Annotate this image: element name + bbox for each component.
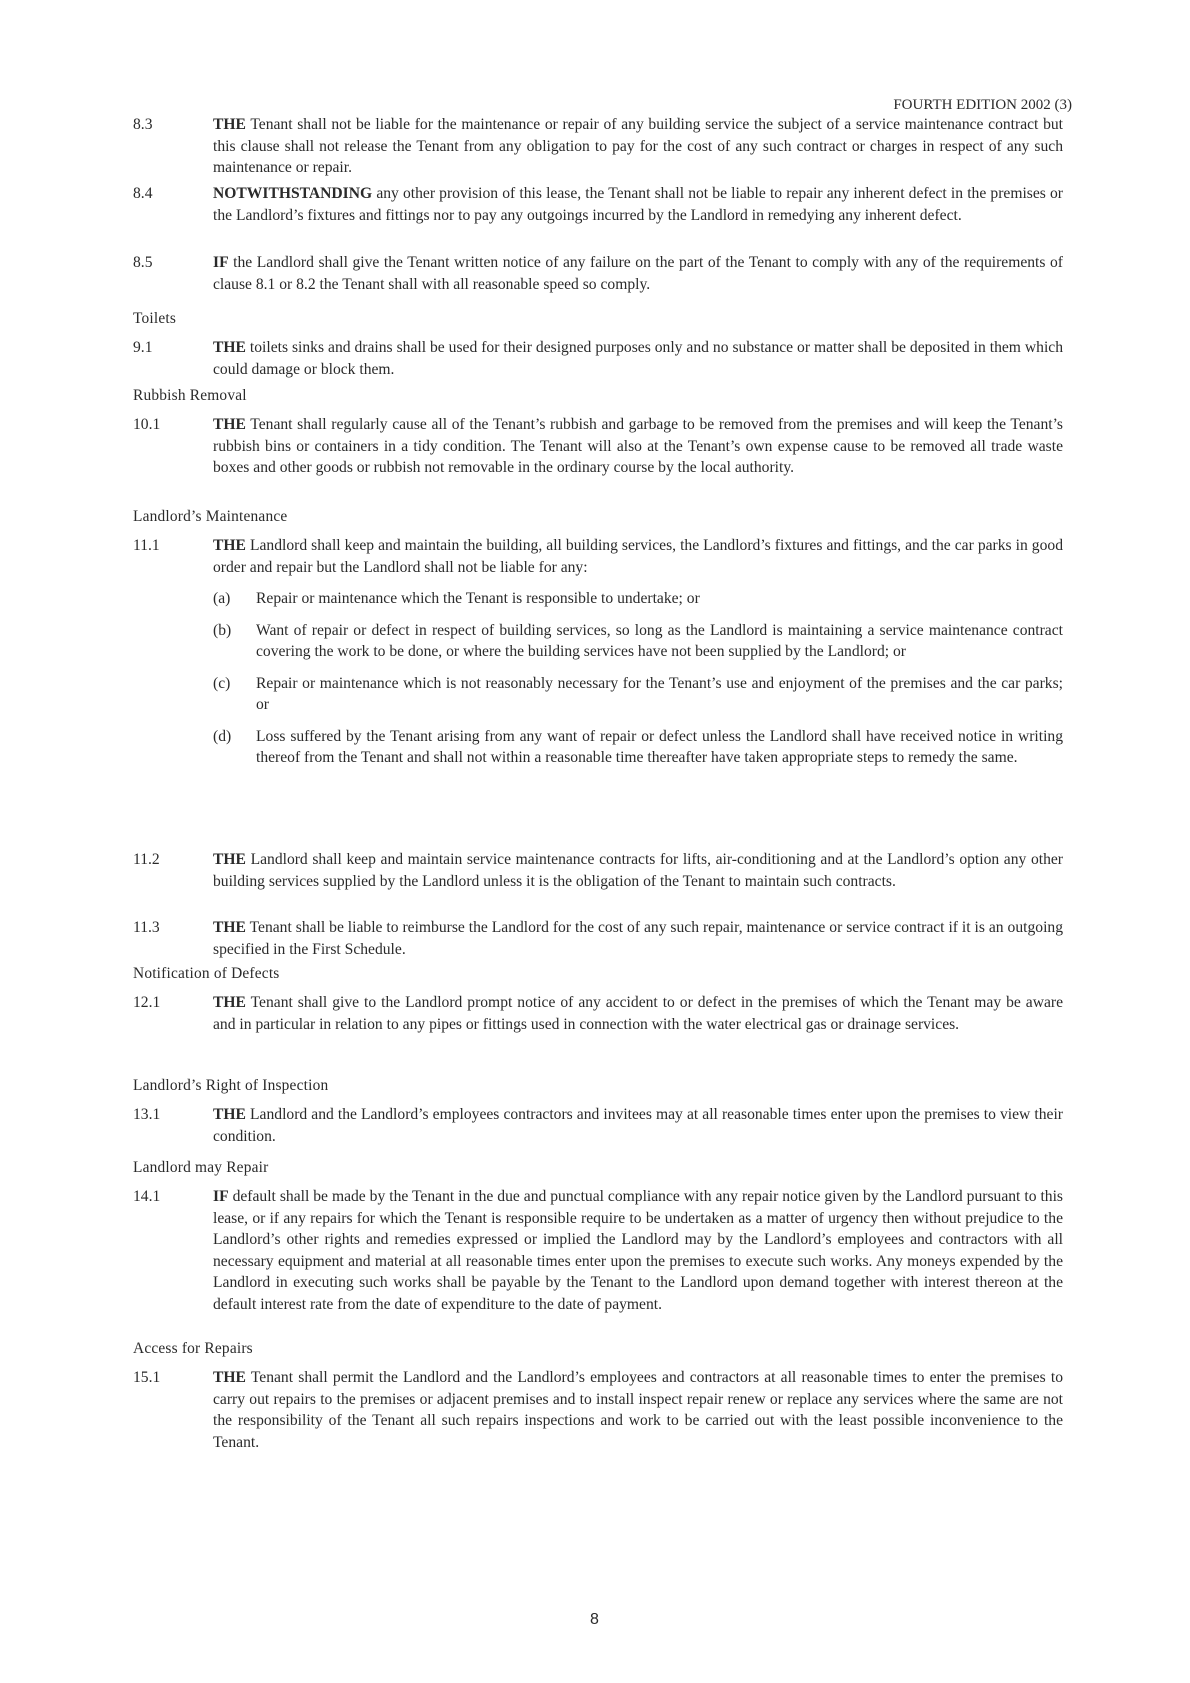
- clause-text: Tenant shall regularly cause all of the Tenant’s rubbish and garbage to be removed from the premises and will keep the Tenant’s rubbish bins or containers in a tidy condition. The Tenant will also at the Tenant’s own expense cause to be removed all trade waste boxes and other goods or rubbish not removable in the ordinary course by the local authority.: [213, 416, 1063, 476]
- clause-keyword: IF: [213, 1188, 229, 1205]
- sub-clause-label: (d): [213, 727, 232, 745]
- clause-14-1: [133, 1186, 1063, 1315]
- clause-text: the Landlord shall give the Tenant written notice of any failure on the part of the Tenant to comply with any of the requirements of clause 8.1 or 8.2 the Tenant shall with all reasonable speed so comply.: [213, 254, 1063, 293]
- clause-text: Landlord shall keep and maintain service maintenance contracts for lifts, air-conditioning and at the Landlord’s option any other building services supplied by the Landlord unless it is the obligation of the Tenant to maintain such contracts.: [213, 851, 1063, 890]
- sub-clause-label: (c): [213, 674, 231, 692]
- clause-number: 13.1: [133, 1106, 161, 1123]
- clause-number: 12.1: [133, 994, 161, 1011]
- clause-keyword: THE: [213, 994, 246, 1011]
- clause-text: default shall be made by the Tenant in the due and punctual compliance with any repair notice given by the Landlord pursuant to this lease, or if any repairs for which the Tenant is responsible require to be undertaken as a matter of urgency then without prejudice to the Landlord’s other rights and remedies expressed or implied the Landlord may by the Landlord’s employees and contractors with all necessary equipment and material at all reasonable times enter upon the premises to execute such works. Any moneys expended by the Landlord in executing such works shall be payable by the Tenant to the Landlord upon demand together with interest thereon at the default interest rate from the date of expenditure to the date of payment.: [213, 1188, 1063, 1313]
- heading-rubbish-removal: Rubbish Removal: [133, 387, 247, 404]
- heading-right-of-inspection: Landlord’s Right of Inspection: [133, 1077, 329, 1094]
- heading-landlord-may-repair: Landlord may Repair: [133, 1159, 269, 1176]
- clause-number: 8.3: [133, 116, 153, 133]
- clause-keyword: THE: [213, 537, 246, 554]
- clause-number: 8.4: [133, 185, 153, 202]
- clause-10-1: [133, 414, 1063, 479]
- clause-number: 10.1: [133, 416, 161, 433]
- clause-keyword: THE: [213, 919, 246, 936]
- clause-8-5: [133, 252, 1063, 295]
- clause-text: Landlord and the Landlord’s employees contractors and invitees may at all reasonable times enter upon the premises to view their condition.: [213, 1106, 1063, 1145]
- clause-keyword: THE: [213, 851, 246, 868]
- clause-11-2: [133, 849, 1063, 892]
- sub-clause-d: [213, 726, 1063, 769]
- clause-text: Landlord shall keep and maintain the building, all building services, the Landlord’s fixtures and fittings, and the car parks in good order and repair but the Landlord shall not be liable for any:: [213, 537, 1063, 576]
- clause-number: 11.2: [133, 851, 160, 868]
- clause-9-1: [133, 337, 1063, 380]
- clause-number: 11.1: [133, 537, 160, 554]
- clause-13-1: [133, 1104, 1063, 1147]
- heading-notification-of-defects: Notification of Defects: [133, 965, 280, 982]
- clause-keyword: THE: [213, 339, 246, 356]
- clause-number: 15.1: [133, 1369, 161, 1386]
- sub-clause-a: [213, 588, 1063, 610]
- sub-clause-text: Repair or maintenance which the Tenant is responsible to undertake; or: [256, 590, 700, 607]
- heading-landlords-maintenance: Landlord’s Maintenance: [133, 508, 288, 525]
- clause-text: Tenant shall be liable to reimburse the Landlord for the cost of any such repair, maintenance or service contract if it is an outgoing specified in the First Schedule.: [213, 919, 1063, 958]
- clause-12-1: [133, 992, 1063, 1035]
- clause-11-1: [133, 535, 1063, 769]
- clause-8-3: [133, 114, 1063, 179]
- clause-text: Tenant shall permit the Landlord and the Landlord’s employees and contractors at all reasonable times to enter the premises to carry out repairs to the premises or adjacent premises and to install inspect repair renew or replace any services where the same are not the responsibility of the Tenant all such repairs inspections and work to be carried out with the least possible inconvenience to the Tenant.: [213, 1369, 1063, 1451]
- clause-text: Tenant shall not be liable for the maintenance or repair of any building service the subject of a service maintenance contract but this clause shall not release the Tenant from any obligation to pay for the cost of any such contract or charges in respect of any such maintenance or repair.: [213, 116, 1063, 176]
- sub-clause-text: Want of repair or defect in respect of building services, so long as the Landlord is maintaining a service maintenance contract covering the work to be done, or where the building services have not been supplied by the Landlord; or: [256, 621, 1063, 660]
- sub-clause-c: [213, 673, 1063, 716]
- sub-clause-b: [213, 620, 1063, 663]
- clause-keyword: THE: [213, 1369, 246, 1386]
- clause-keyword: NOTWITHSTANDING: [213, 185, 373, 202]
- clause-keyword: THE: [213, 1106, 246, 1123]
- clause-11-3: [133, 917, 1063, 960]
- edition-header: FOURTH EDITION 2002 (3): [893, 97, 1072, 113]
- sub-clause-label: (a): [213, 590, 231, 607]
- clause-text: Tenant shall give to the Landlord prompt notice of any accident to or defect in the premises of which the Tenant may be aware and in particular in relation to any pipes or fittings used in connection with the water electrical gas or drainage services.: [213, 994, 1063, 1033]
- sub-clause-text: Repair or maintenance which is not reasonably necessary for the Tenant’s use and enjoyment of the premises and the car parks; or: [256, 674, 1063, 713]
- sub-clause-text: Loss suffered by the Tenant arising from any want of repair or defect unless the Landlord shall have received notice in writing thereof from the Tenant and shall not within a reasonable time thereafter have taken appropriate steps to remedy the same.: [256, 727, 1063, 766]
- page-number: 8: [590, 1611, 599, 1628]
- clause-number: 9.1: [133, 339, 153, 356]
- clause-number: 14.1: [133, 1188, 161, 1205]
- sub-clause-label: (b): [213, 621, 232, 639]
- heading-access-for-repairs: Access for Repairs: [133, 1340, 253, 1357]
- clause-keyword: IF: [213, 254, 229, 271]
- clause-keyword: THE: [213, 416, 246, 433]
- heading-toilets: Toilets: [133, 310, 177, 327]
- clause-keyword: THE: [213, 116, 246, 133]
- clause-text: toilets sinks and drains shall be used for their designed purposes only and no substance or matter shall be deposited in them which could damage or block them.: [213, 339, 1063, 378]
- clause-8-4: [133, 183, 1063, 226]
- clause-number: 8.5: [133, 254, 153, 271]
- clause-number: 11.3: [133, 919, 160, 936]
- clause-text: any other provision of this lease, the Tenant shall not be liable to repair any inherent defect in the premises or the Landlord’s fixtures and fittings nor to pay any outgoings incurred by the Landlord in remedying any inherent defect.: [213, 185, 1063, 224]
- clause-15-1: [133, 1367, 1063, 1453]
